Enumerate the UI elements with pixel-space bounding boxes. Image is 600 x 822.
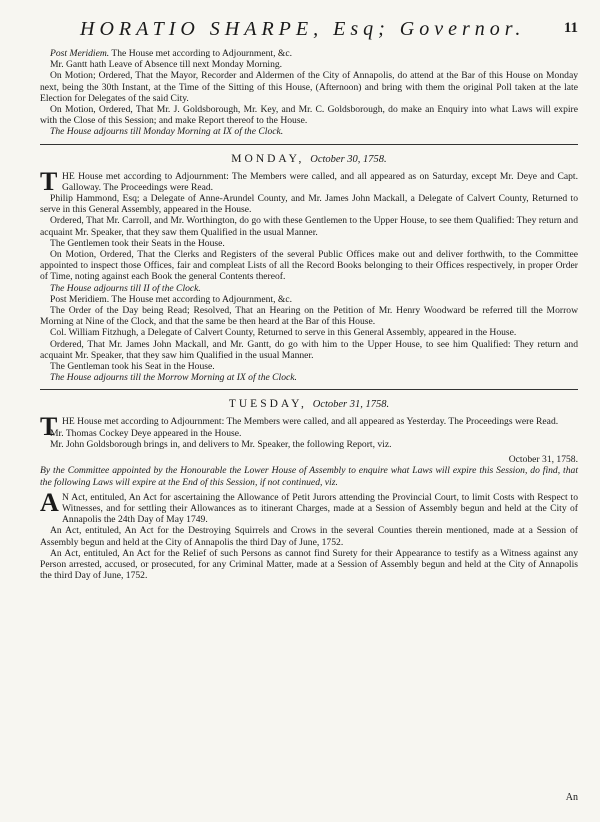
act-paragraph: An Act, entituled, An Act for the Relief of such Persons as cannot find Surety for their Appearance to testify as a Witness against any Person arrested, accused, or prosecuted, for any Criminal Matter, made at a Session of Assembly begun and held at the City of Annapolis the third Day of June, 1752. bbox=[40, 547, 578, 582]
day-heading: TUESDAY, October 31, 1758. bbox=[228, 398, 390, 411]
paragraph: On Motion; Ordered, That the Mayor, Recorder and Aldermen of the City of Annapolis, do attend at the Bar of this House on Monday next, being the 30th Instant, at the Time of the Sitting of this House, (Afternoon) and bring with them the original Poll taken at the late Election for Delegates of the said City. bbox=[40, 70, 578, 104]
drop-cap: T bbox=[40, 166, 58, 196]
running-title: HORATIO SHARPE, Esq; Governor. bbox=[80, 18, 526, 40]
drop-cap: A bbox=[40, 487, 59, 517]
paragraph: Post Meridiem. The House met according to Adjournment, &c. bbox=[50, 293, 293, 305]
drop-cap: T bbox=[40, 412, 58, 442]
paragraph: The Gentlemen took their Seats in the House. bbox=[50, 237, 225, 249]
post-meridiem-section bbox=[40, 48, 578, 138]
page-number: 11 bbox=[563, 20, 578, 36]
adjournment-line: The House adjourns till the Morrow Morning at IX of the Clock. bbox=[50, 372, 297, 384]
monday-section bbox=[40, 153, 578, 384]
paragraph: On Motion, Ordered, That the Clerks and Registers of the several Public Offices make out and deliver forthwith, to the Committee appointed to inspect those Offices, fair and compleat Lists of all the Record Books belonging to their Offices respectively, in proper Order of Time, noting against each Book the general Contents thereof. bbox=[40, 249, 578, 283]
adjournment-line: The House adjourns till II of the Clock. bbox=[50, 282, 201, 294]
opening-paragraph: T HE House met according to Adjournment: The Members were called, and all appeared as on Saturday, except Mr. Deye and Capt. Galloway. The Proceedings were Read. bbox=[40, 166, 578, 196]
paragraph: Post Meridiem. The House met according to Adjournment, &c. bbox=[50, 48, 293, 59]
catchword: An bbox=[565, 792, 578, 803]
paragraph: The Gentleman took his Seat in the House. bbox=[50, 361, 215, 373]
section-divider bbox=[40, 389, 578, 390]
paragraph: On Motion, Ordered, That Mr. J. Goldsborough, Mr. Key, and Mr. C. Goldsborough, do make an Enquiry into what Laws will expire with the Close of this Session; and make Report thereof to the House. bbox=[40, 104, 578, 127]
tuesday-section bbox=[40, 398, 578, 581]
day-heading: MONDAY, October 30, 1758. bbox=[231, 152, 387, 165]
paragraph: Philip Hammond, Esq; a Delegate of Anne-Arundel County, and Mr. James John Mackall, a Delegate of Calvert County, Returned to serve in this General Assembly, appeared in the House. bbox=[40, 193, 578, 216]
paragraph: Mr. Gantt hath Leave of Absence till next Monday Morning. bbox=[50, 59, 283, 71]
act-paragraph: An Act, entituled, An Act for the Destroying Squirrels and Crows in the several Counties therein mentioned, made at a Session of Assembly begun and held at the City of Annapolis the third Day of June, 1752. bbox=[40, 525, 578, 548]
section-divider bbox=[40, 144, 578, 145]
paragraph: Mr. John Goldsborough brings in, and delivers to Mr. Speaker, the following Report, viz. bbox=[50, 438, 392, 450]
report-date: October 31, 1758. bbox=[508, 454, 578, 466]
adjournment-line: The House adjourns till Monday Morning at IX of the Clock. bbox=[50, 126, 284, 138]
page-header bbox=[40, 18, 578, 48]
act-paragraph: A N Act, entituled, An Act for ascertaining the Allowance of Petit Jurors attending the Provincial Court, to limit Costs with Respect to Witnesses, and for settling their Allowances as to itinerant Charges, made at a Session of Assembly begun and held at the City of Annapolis the 24th Day of May 1749. bbox=[40, 487, 578, 526]
paragraph: Ordered, That Mr. James John Mackall, and Mr. Gantt, do go with him to the Upper House, to see him Qualified: They return and acquaint Mr. Speaker, that they saw him Qualified in the usual Manner. bbox=[40, 338, 578, 361]
paragraph: Col. William Fitzhugh, a Delegate of Calvert County, Returned to serve in this General Assembly, appeared in the House. bbox=[50, 327, 517, 339]
paragraph: The Order of the Day being Read; Resolved, That an Hearing on the Petition of Mr. Henry Woodward be referred till the Morrow Morning at Nine of the Clock, and that the same be then heard at the Bar of this House. bbox=[40, 305, 578, 328]
paragraph: Mr. Thomas Cockey Deye appeared in the House. bbox=[50, 427, 242, 439]
paragraph: Ordered, That Mr. Carroll, and Mr. Worthington, do go with these Gentlemen to the Upper House, to see them Qualified: They return and acquaint Mr. Speaker, that they saw them Qualified in the usual Manner. bbox=[40, 215, 578, 238]
opening-paragraph: T HE House met according to Adjournment: The Members were called, and all appeared as Yesterday. The Proceedings were Read. bbox=[40, 412, 559, 442]
report-intro: By the Committee appointed by the Honourable the Lower House of Assembly to enquire what Laws will expire this Session, do find, that the following Laws will expire at the End of this Session, if not continued, viz. bbox=[40, 465, 578, 488]
